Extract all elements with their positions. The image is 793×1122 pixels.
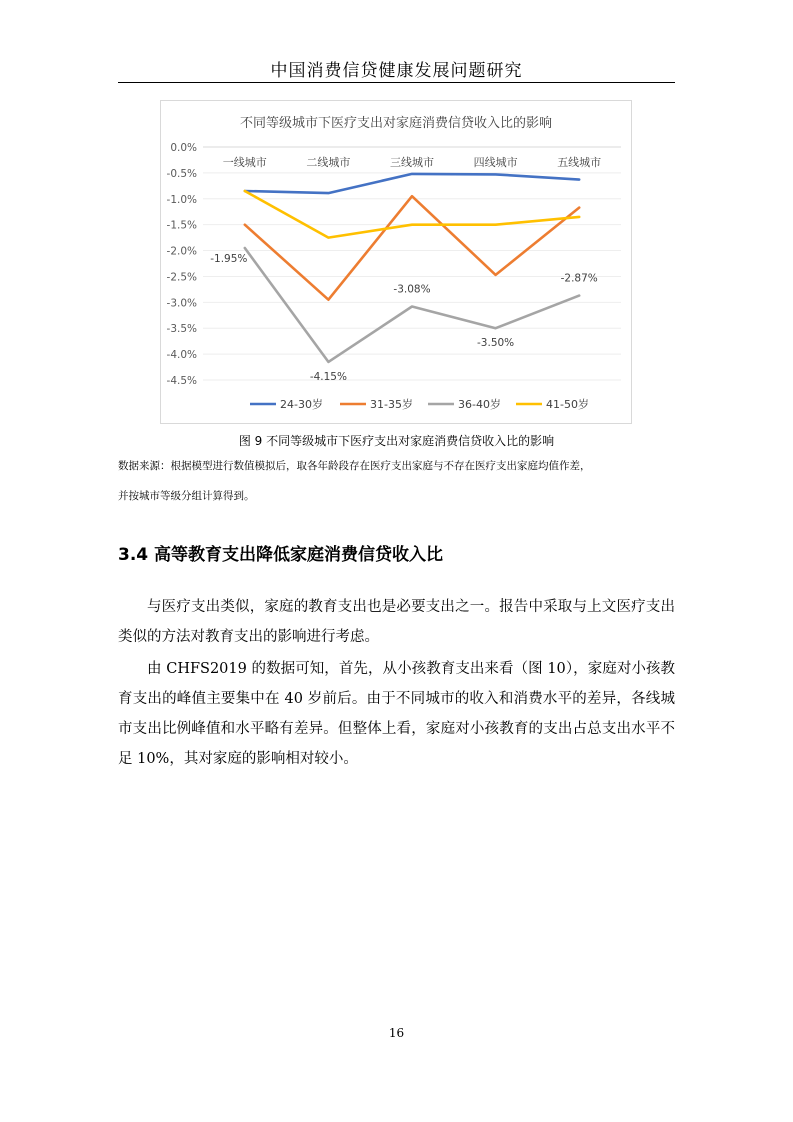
paragraph-2: 由 CHFS2019 的数据可知，首先，从小孩教育支出来看（图 10），家庭对小孩教育支出的峰值主要集中在 40 岁前后。由于不同城市的收入和消费水平的差异，各线城市支出比例峰值和水平略有差异。但整体上看，家庭对小孩教育的支出占总支出水平不足 10%，其对家庭的影响相对较小。: [118, 661, 675, 767]
y-tick-label: -2.5%: [166, 271, 197, 284]
x-tick-label: 一线城市: [222, 156, 267, 169]
page-header-title: 中国消费信贷健康发展问题研究: [270, 61, 523, 81]
legend-label: 36-40岁: [458, 398, 501, 411]
data-label: -4.15%: [309, 370, 347, 383]
y-tick-label: -1.5%: [166, 219, 197, 232]
line-chart: [160, 100, 632, 424]
y-tick-label: -2.0%: [166, 245, 197, 258]
chart-svg: [161, 101, 631, 423]
paragraph-1: 与医疗支出类似，家庭的教育支出也是必要支出之一。报告中采取与上文医疗支出类似的方法对教育支出的影响进行考虑。: [118, 599, 675, 645]
section-heading: 3.4 高等教育支出降低家庭消费信贷收入比: [118, 545, 444, 565]
y-tick-label: 0.0%: [170, 142, 197, 154]
y-axis: [167, 142, 197, 387]
series-lines: [245, 174, 579, 362]
series-line-36-40岁: [245, 248, 579, 362]
data-label: -2.87%: [560, 272, 598, 285]
header-rule: [118, 82, 675, 83]
legend-label: 31-35岁: [370, 398, 413, 411]
y-tick-label: -3.0%: [166, 297, 197, 310]
y-tick-label: -0.5%: [166, 167, 197, 180]
data-label: -3.50%: [477, 337, 515, 350]
x-axis: [203, 147, 621, 169]
page-number: 16: [388, 1026, 405, 1040]
data-label: -1.95%: [210, 252, 248, 265]
series-line-24-30岁: [245, 174, 579, 193]
data-label: -3.08%: [393, 283, 431, 296]
figure-source-line-1: 数据来源：根据模型进行数值模拟后，取各年龄段存在医疗支出家庭与不存在医疗支出家庭均值作差，: [118, 460, 591, 472]
legend-label: 41-50岁: [546, 398, 589, 411]
x-tick-label: 四线城市: [473, 156, 518, 169]
x-tick-label: 五线城市: [557, 156, 602, 169]
figure-caption: 图 9 不同等级城市下医疗支出对家庭消费信贷收入比的影响: [238, 434, 555, 448]
legend-label: 24-30岁: [280, 398, 323, 411]
chart-legend: [250, 397, 589, 411]
y-tick-label: -3.5%: [166, 323, 197, 336]
figure-source-line-2: 并按城市等级分组计算得到。: [118, 490, 255, 502]
x-tick-label: 二线城市: [306, 156, 351, 169]
y-tick-label: -4.5%: [166, 375, 197, 387]
chart-title: 不同等级城市下医疗支出对家庭消费信贷收入比的影响: [239, 116, 553, 131]
y-tick-label: -4.0%: [166, 349, 197, 362]
data-labels: [210, 253, 598, 383]
y-tick-label: -1.0%: [166, 193, 197, 206]
x-tick-label: 三线城市: [390, 156, 434, 169]
